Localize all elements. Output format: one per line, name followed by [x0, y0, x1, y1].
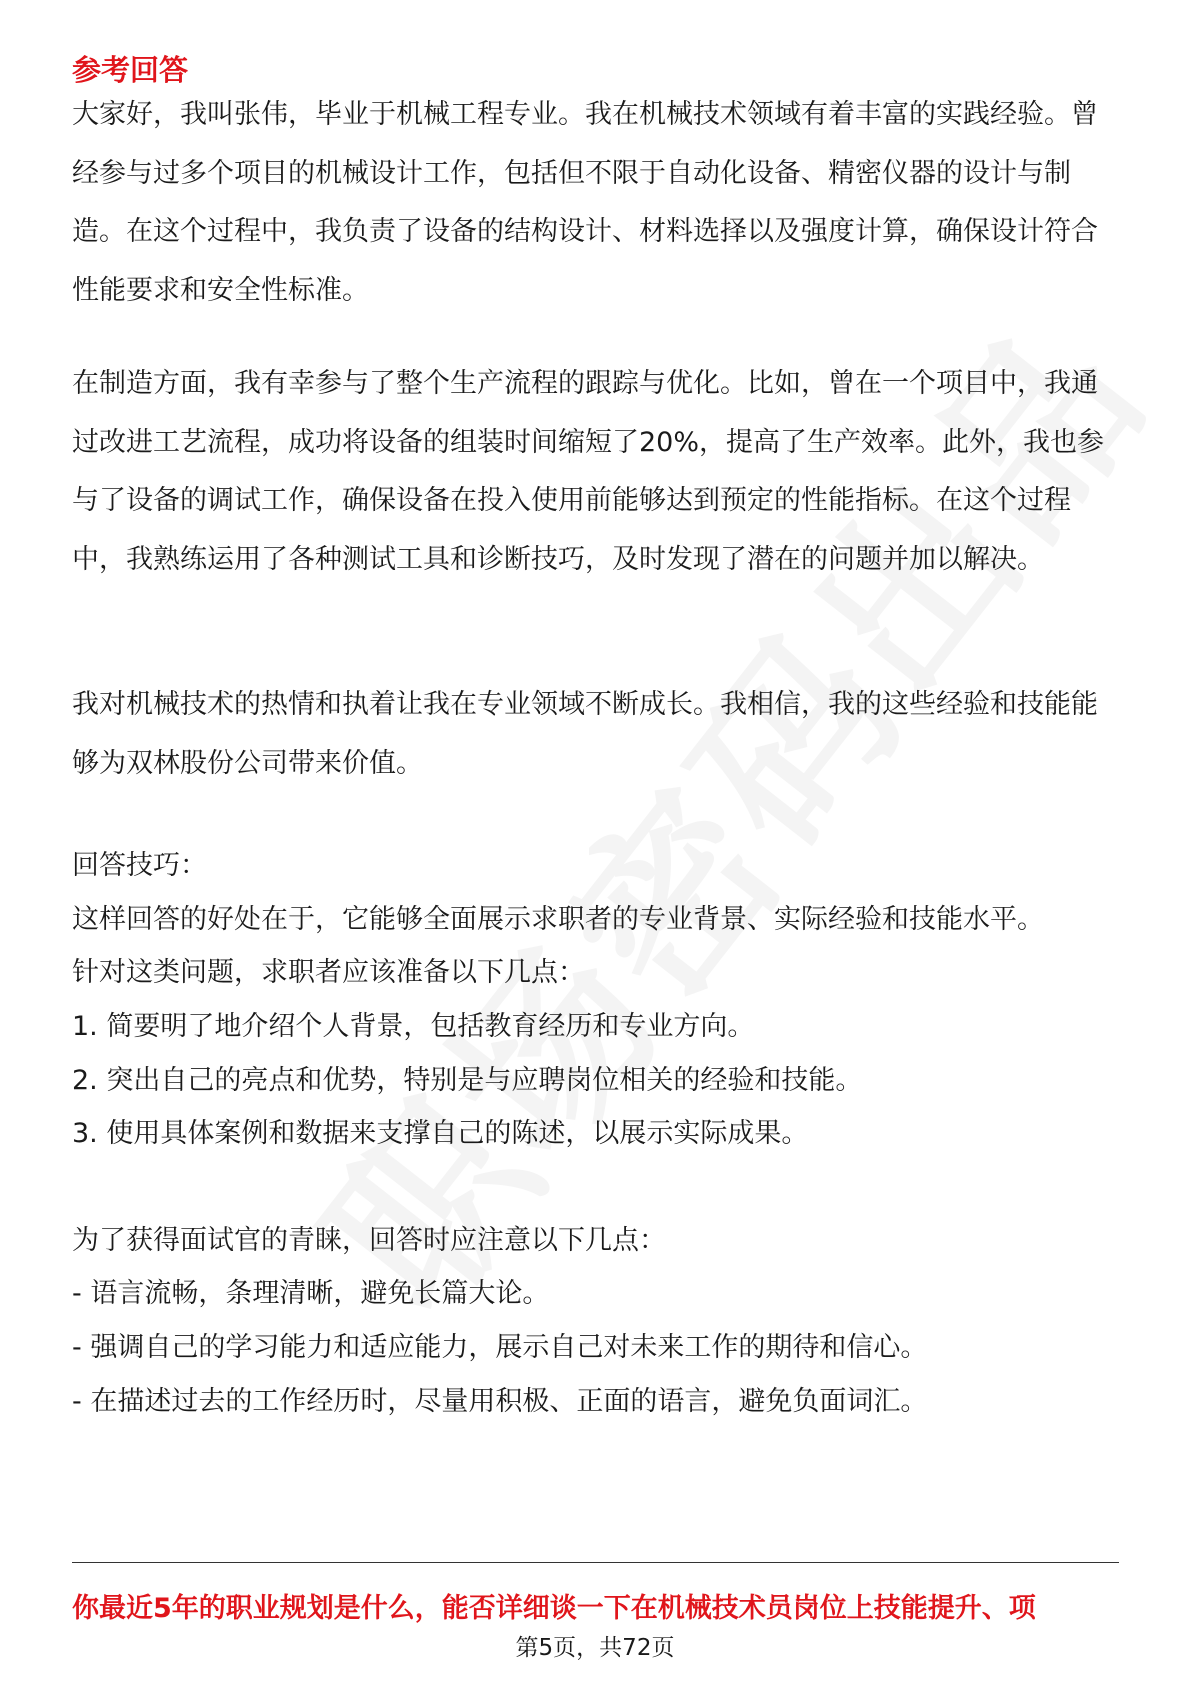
answer-paragraph-2: 在制造方面，我有幸参与了整个生产流程的跟踪与优化。比如，曾在一个项目中，我通过改进工艺流程，成功将设备的组装时间缩短了20%，提高了生产效率。此外，我也参与了设备的调试工作，确保设备在投入使用前能够达到预定的性能指标。在这个过程中，我熟练运用了各种测试工具和诊断技巧，及时发现了潜在的问题并加以解决。 — [72, 368, 1105, 575]
tips-point-3: 3. 使用具体案例和数据来支撑自己的陈述，以展示实际成果。 — [72, 1118, 809, 1149]
section-heading: 参考回答 — [72, 53, 189, 87]
page-footer: 第5页，共72页 — [515, 1635, 675, 1661]
answer-paragraph-1: 大家好，我叫张伟，毕业于机械工程专业。我在机械技术领域有着丰富的实践经验。曾经参与过多个项目的机械设计工作，包括但不限于自动化设备、精密仪器的设计与制造。在这个过程中，我负责了设备的结构设计、材料选择以及强度计算，确保设计符合性能要求和安全性标准。 — [72, 99, 1098, 306]
tips-intro-2: 针对这类问题，求职者应该准备以下几点： — [72, 957, 585, 988]
attention-item-3: - 在描述过去的工作经历时，尽量用积极、正面的语言，避免负面词汇。 — [72, 1386, 928, 1417]
attention-item-2: - 强调自己的学习能力和适应能力，展示自己对未来工作的期待和信心。 — [72, 1332, 928, 1363]
attention-title: 为了获得面试官的青睐，回答时应注意以下几点： — [72, 1225, 666, 1256]
answer-paragraph-3: 我对机械技术的热情和执着让我在专业领域不断成长。我相信，我的这些经验和技能能够为双林股份公司带来价值。 — [72, 689, 1098, 779]
tips-point-2: 2. 突出自己的亮点和优势，特别是与应聘岗位相关的经验和技能。 — [72, 1065, 863, 1096]
next-question-heading: 你最近5年的职业规划是什么，能否详细谈一下在机械技术员岗位上技能提升、项 — [72, 1593, 1036, 1624]
divider — [72, 1562, 1119, 1563]
tips-title: 回答技巧： — [72, 850, 207, 881]
tips-intro-1: 这样回答的好处在于，它能够全面展示求职者的专业背景、实际经验和技能水平。 — [72, 904, 1044, 935]
tips-point-1: 1. 简要明了地介绍个人背景，包括教育经历和专业方向。 — [72, 1011, 755, 1042]
attention-item-1: - 语言流畅，条理清晰，避免长篇大论。 — [72, 1278, 550, 1309]
